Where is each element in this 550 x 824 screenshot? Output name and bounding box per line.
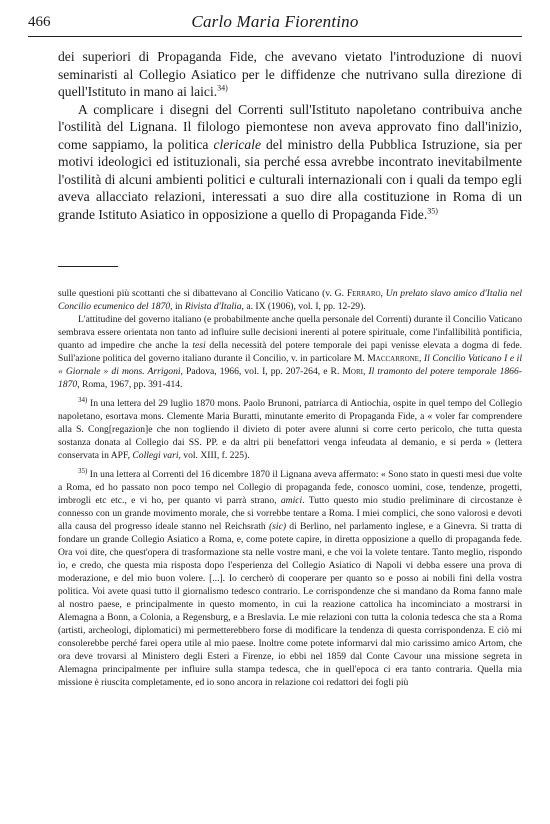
running-head: Carlo Maria Fiorentino [191, 12, 359, 31]
page-number: 466 [28, 14, 51, 30]
page-header [28, 10, 522, 37]
main-text [58, 48, 522, 223]
footnote-34: $^{34)}$ In una lettera del 29 luglio 1870 mons. Paolo Brunoni, patriarca di Antiochia, ospite in quel tempo del Collegio napoletano, esortava mons. Clemente Maria Buratti, minutante emerito di Propaganda Fide, a « voler far comprendere alla S. Cong[regazion]e che non togliendo il divieto di poter avere alunni si corre certo pericolo, che tutta questa sostanza donata al Collegio dai SS. PP. e da altri pii benefattori venga infeudata al demanio, e si perda » (lettera conservata in APF, Collegi vari, vol. XIII, f. 225). [58, 395, 522, 461]
main-paragraph-2: A complicare i disegni del Correnti sull'Istituto napoletano contribuiva anche l'ostilità del Lignana. Il filologo piemontese non aveva approvato fino dall'inizio, come sappiamo, la politica clericale del ministro della Pubblica Istruzione, sia per motivi ideologici ed istituzionali, sia perché essa avrebbe incontrato inevitabilmente l'ostilità di alcuni ambienti politici e culturali internazionali con i quali da tempo egli aveva allacciato relazioni, interessati a suo dire alla costituzione in Roma di un grande Istituto Asiatico in opposizione a quello di Propaganda Fide.$^{35)}$ [58, 101, 522, 222]
footnote-ref-34[interactable]: 34) [217, 83, 228, 93]
footnote-number: 34) [78, 395, 88, 404]
footnotes-section [58, 287, 522, 689]
footnote-paragraph: L'attitudine del governo italiano (e probabilmente anche quella personale del Correnti) durante il Concilio Vaticano sembrava essere orientata non tanto ad influire sulle decisioni inerenti al potere spirituale, come l'infallibilità pontificia, quanto ad impedire che anche la tesi della necessità del potere temporale dei papi venisse elevata a dogma di fede. Sull'azione politica del governo italiano durante il Concilio, v. in particolare M. Maccarrone, Il Concilio Vaticano I e il « Giornale » di mons. Arrigoni, Padova, 1966, vol. I, pp. 207-264, e R. Mori, Il tramonto del potere temporale 1866-1870, Roma, 1967, pp. 391-414. [58, 314, 523, 390]
main-paragraph-1: dei superiori di Propaganda Fide, che avevano vietato l'introduzione di nuovi seminaristi al Collegio Asiatico per le diffidenze che nutrivano sulla direzione di quell'Istituto in mano ai laici.$^{34)}$ [58, 49, 522, 99]
footnote-ref-35[interactable]: 35) [427, 205, 438, 215]
footnote-35: $^{35)}$ In una lettera al Correnti del 16 dicembre 1870 il Lignana aveva affermato: « Sono stato in questi mesi due volte a Roma, ed ho passato non poco tempo nel Collegio di propaganda fede, conosco uomini, cose, tendenze, progetti, imbrogli etc etc., e vi ho, per quanto vi parrà strano, amici. Tutto questo mio studio preliminare di circostanze è connesso con un grande movimento morale, che si vorrebbe tentare a Roma. I miei complici, che sono valorosi e devoti alla causa del progresso ideale stanno nel Reichsrath (sic) di Berlino, nel parlamento inglese, e a Ginevra. Si tratta di fondare un grande Collegio Asiatico a Roma, e, come potete capire, in diretta opposizione a quello di propaganda fede. Ora voi dite, che quest'opera di trasformazione sta nelle vostre mani, e che voi la volete tentare. Tanto meglio, rispondo io, e credo, che questa mia risposta dopo l'esperienza del Collegio Asiatico di Napoli vi debba essere una prova di moderazione, e del mio buon volere. [...]. Io cercherò di cooperare per quanto so e posso ai nobili fini della vostra politica. Voi avete quasi tutto il giornalismo tedesco contrario. Le corrispondenze che si mandano da Roma fanno male al nostro paese, e principalmente in questo momento, in cui la reazione cattolica ha incominciato a mostrarsi in Alemagna a Bonn, a Colonia, a Regensburg, e a Breslavia. Le mie relazioni con tutta la colonia tedesca che sta a Roma (artisti, archeologi, diplomatici) mi permetterebbero forse di modificare la tendenza di questa corrispondenza. E ciò mi consolerebbe perché farei opera utile al mio paese. Inoltre come potete informarvi dal mio carissimo amico Artom, che ora deve trovarsi al Ministero degli Esteri a Firenze, io ebbi nel 1859 dal Conte Cavour una missione segreta in Alemagna principalmente per influire sulla stampa tedesca, che in quell'epoca ci era tanto contraria. Quella mia missione è riuscita completamente, ed io sono ancora in relazione coi redattori dei fogli più [58, 466, 522, 688]
footnote-separator [58, 266, 118, 267]
footnote-number: 35) [78, 466, 88, 475]
footnote-continuation: sulle questioni più scottanti che si dibattevano al Concilio Vaticano (v. G. Ferraro, Un prelato slavo amico d'Italia nel Concilio ecumenico del 1870, in Rivista d'Italia, a. IX (1906), vol. I, pp. 12-29). [58, 288, 522, 312]
